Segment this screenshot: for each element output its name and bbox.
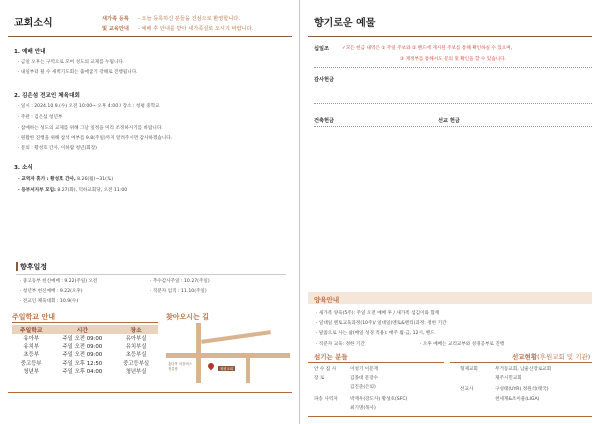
servants-title: 섬기는 분들 — [314, 353, 348, 361]
section1-item: · 금일 오후는 구역으로 모여 성도의 교제를 누립니다. — [18, 60, 125, 65]
section3-item-meeting — [18, 187, 127, 193]
meeting-detail: 8.27(화), 덕하교회당, 오전 11:00 — [55, 188, 128, 193]
cell-place: 유아부실 — [125, 336, 147, 343]
mission-category: 선교사 — [460, 387, 474, 392]
sunday-school-title: 주일학교 안내 — [12, 313, 56, 321]
cell-time: 주일 오전 09:00 — [62, 336, 103, 343]
schedule-item: · 전교인 체육대회 : 10.9(수) — [20, 299, 79, 304]
meeting-label: · 등부서지부 모임: — [18, 188, 56, 193]
schedule-divider — [16, 274, 286, 275]
schedule-item: · 청년부 헌신예배 : 9.22(오후) — [20, 289, 83, 294]
nurture-item: · 말씀으로 사는 삶(매일 성경 적용): 매주 월·금, 12시, 밴드 — [316, 331, 435, 336]
table-row — [12, 342, 158, 350]
building-offering-label: 건축헌금 — [314, 118, 335, 124]
cell-place: 청년부실 — [125, 368, 147, 375]
offering-notice-2: ③ 재정부를 통해서도 문의 및 확인을 할 수 있습니다. — [400, 57, 507, 62]
offering-notice-1: ✓모든 헌금 내역은 ① 주일 주보와 ② 밴드에 게시된 주보를 통해 확인하실 수 있으며, — [342, 46, 513, 51]
cell-dept: 초등부 — [23, 352, 40, 359]
newcomer-msg-1: - 오늘 등록하신 분들을 진심으로 환영합니다. — [138, 16, 240, 22]
map-stop-label: 정류장 — [168, 367, 178, 371]
nurture-item: · 오후 예배는 교리교부와 성경공부로 진행 — [420, 342, 505, 347]
mission-status-main: 선교현황 — [512, 353, 538, 361]
section2-item: · 참예하는 성도의 교제를 위해 그날 일정을 미리 조정하시기를 바랍니다. — [18, 126, 163, 131]
sunday-school-rule — [12, 322, 158, 323]
section3-item-vacation — [18, 176, 113, 182]
col-header: 주일학교 — [12, 325, 50, 334]
col-header: 시간 — [50, 325, 114, 334]
mission-offering-label: 선교 헌금 — [438, 118, 460, 124]
cell-place: 초등부실 — [125, 352, 147, 359]
servants-rule — [308, 362, 444, 363]
thanks-offering-label: 감사헌금 — [314, 77, 335, 83]
servant-names: 김종대 문장수 — [350, 376, 379, 381]
map-road — [201, 330, 271, 344]
schedule-item: · 중고등부 헌신예배 : 9.22(주일) 오전 — [20, 279, 98, 284]
servant-names: 이성기 이문재 — [350, 367, 379, 372]
cell-time: 주일 오전 09:00 — [62, 352, 103, 359]
dotted-divider — [314, 67, 592, 68]
servant-names: 최기명(목사) — [350, 406, 376, 411]
dotted-divider — [314, 126, 592, 127]
nurture-item: · 새가족 양육(5주): 주일 오전 예배 후 / 새가족 섬김이와 함께 — [316, 311, 440, 316]
servant-role: 안 수 집 사 — [314, 367, 337, 372]
header-divider — [308, 36, 592, 37]
section1-item: · 내일부터 될 수 새벽기도회는 출애굽기 강해로 진행됩니다. — [18, 70, 138, 75]
location-pin-icon — [207, 362, 215, 370]
newcomer-tag-1: 새가족 등록 — [102, 16, 129, 22]
cell-dept: 청년부 — [23, 368, 40, 375]
directions-map — [166, 323, 290, 383]
table-row — [12, 367, 158, 375]
mission-rule — [450, 362, 592, 363]
section3-title: 3. 소식 — [14, 165, 33, 171]
cell-place: 중고등부실 — [123, 360, 150, 367]
servant-role: 파송 사역자 — [314, 397, 338, 402]
cell-time: 주일 오후 04:00 — [62, 368, 103, 375]
newcomer-tag-2: 및 교육안내 — [102, 26, 129, 32]
map-road — [246, 358, 250, 383]
map-bus-label: 홍다목 마을버스 — [168, 362, 193, 366]
footer-rule — [8, 392, 292, 393]
news-title: 교회소식 — [14, 18, 53, 29]
cell-place: 유치부실 — [125, 344, 147, 351]
col-header: 장소 — [114, 325, 158, 334]
cell-time: 주일 오전 09:00 — [62, 344, 103, 351]
mission-names: 천세계&조이물(LIGA) — [495, 397, 540, 402]
section2-item: · 문의 : 황성호 간사, 이하람 청년(회장) — [18, 146, 97, 151]
mission-category: 형제교회 — [460, 367, 478, 372]
cell-dept: 유아부 — [23, 336, 40, 343]
map-church-label: 청평교회 — [220, 367, 234, 371]
newcomer-msg-2: - 예배 후 안내를 받아 새가족실로 오시기 바랍니다. — [138, 26, 254, 32]
cell-dept: 유치부 — [23, 344, 40, 351]
mission-names: 제주시민교회 — [495, 376, 522, 381]
map-title: 찾아오시는 길 — [166, 313, 210, 321]
table-row — [12, 334, 158, 342]
servant-names: 김진준(은퇴) — [350, 385, 376, 390]
header-divider — [8, 36, 292, 37]
cell-time: 주일 오후 12:50 — [62, 360, 103, 367]
mission-status-title — [512, 352, 590, 361]
nurture-title: 양육안내 — [314, 296, 340, 304]
sunday-school-table — [12, 325, 158, 375]
table-row — [12, 359, 158, 367]
schedule-title-bar — [16, 262, 18, 271]
cell-dept: 중고등부 — [20, 360, 42, 367]
mission-names: 무거동교회, 남울산장로교회 — [495, 367, 552, 372]
right-page — [300, 0, 600, 424]
servant-role: 장 로 — [314, 376, 325, 381]
offering-title: 향기로운 예물 — [314, 18, 376, 29]
section2-item: · 주관 : 김은섬 청년부 — [18, 115, 63, 120]
vacation-date: 8.26(월)~31(토) — [75, 177, 114, 182]
schedule-item: · 직분자 임직 : 11.10(주일) — [150, 289, 207, 294]
nurture-item: · 직분자 교육: 정한 기간 — [316, 342, 365, 347]
dotted-divider — [314, 103, 592, 104]
section2-item: · 원활한 진행을 위해 참석 여부를 9.8(주일)까지 알려주시면 감사하겠습니다. — [18, 136, 173, 141]
nurture-band — [308, 292, 592, 304]
mission-names: 구성태(UYR) 정원석(태국) — [495, 387, 549, 392]
tithe-label: 십일조 — [314, 46, 330, 52]
section2-item: · 일시 : 2024.10.9.(수) 오전 10:00~ 오후 4:00 / 장소 : 청평 중학교 — [18, 104, 160, 109]
vacation-label: · 교역자 휴가 : 황성호 간사, — [18, 177, 76, 182]
schedule-item: · 추수감사주일 : 10.27(주일) — [150, 279, 210, 284]
map-road — [166, 353, 290, 358]
mission-status-sub: (후원교회 및 기관) — [537, 353, 591, 361]
section2-title: 2. 김은섬 전교인 체육대회 — [14, 93, 80, 99]
nurture-item: · 일대일 멘토교육과정(10주)/ 일대일(멘토&멘티)과정: 정한 기간 — [316, 321, 447, 326]
footer-rule — [308, 416, 592, 417]
table-row — [12, 350, 158, 358]
servant-names: 박재우(강도사) 황성호(SFC) — [350, 397, 408, 402]
schedule-title: 향후일정 — [20, 263, 48, 271]
section1-title: 1. 예배 안내 — [14, 49, 46, 55]
